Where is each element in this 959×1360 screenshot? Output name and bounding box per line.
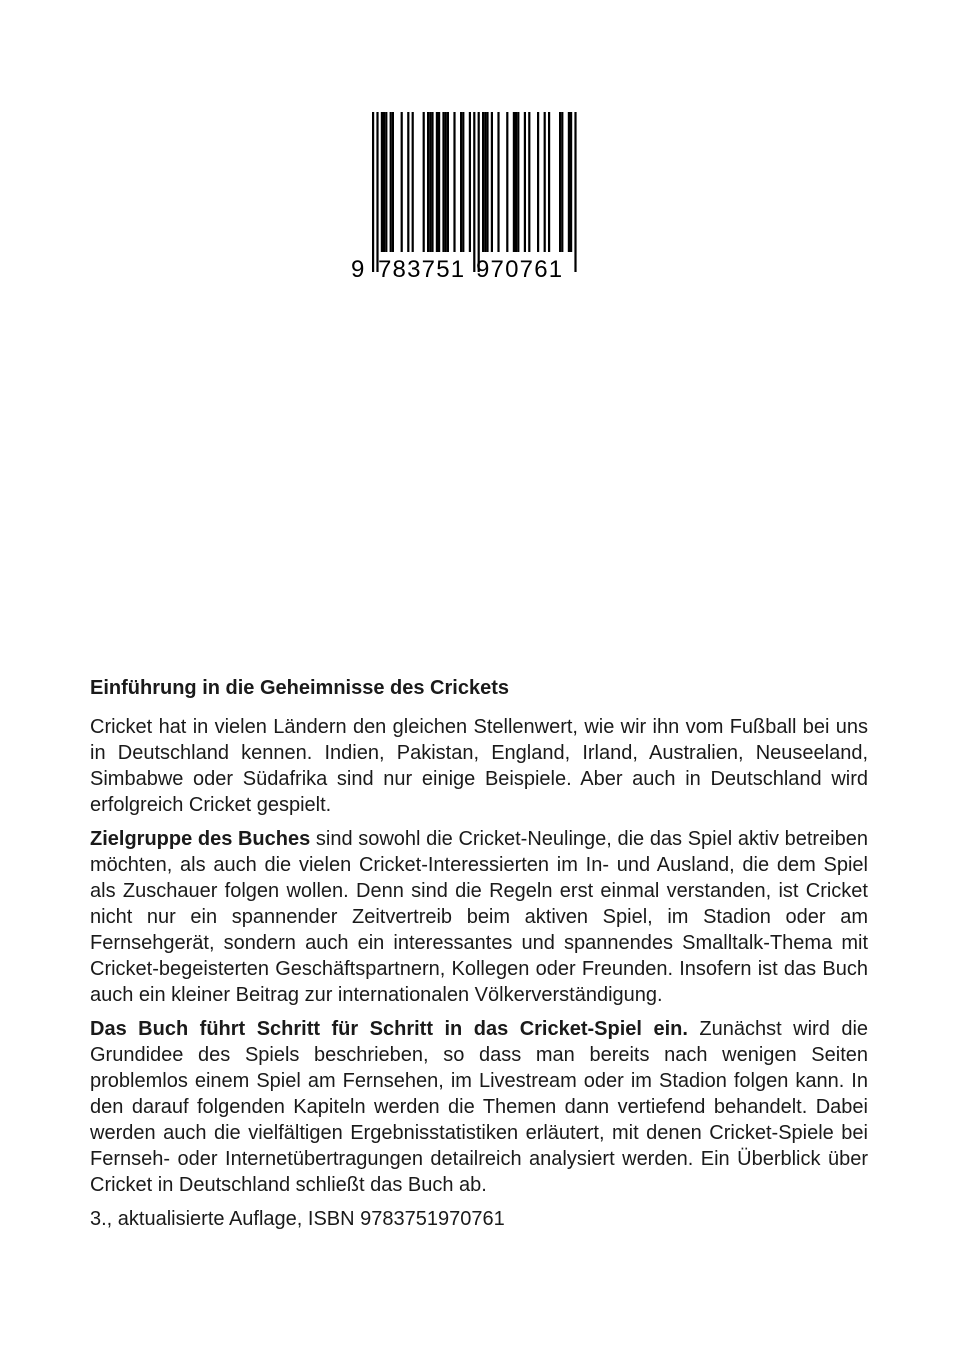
barcode-bar [491, 112, 493, 252]
isbn-barcode [348, 110, 578, 285]
barcode-guard-bar [376, 112, 378, 272]
barcode-bar [497, 112, 499, 252]
barcode-bar [506, 112, 508, 252]
structure-lead: Das Buch führt Schritt für Schritt in das Cricket-Spiel ein. [90, 1018, 688, 1040]
barcode-bar [401, 112, 403, 252]
barcode-bar [544, 112, 546, 252]
barcode-bar [537, 112, 539, 252]
barcode-bar [447, 112, 449, 252]
barcode-bar [568, 112, 570, 252]
barcode-bar [469, 112, 471, 252]
barcode-bar [390, 112, 392, 252]
barcode-bar [383, 112, 385, 252]
barcode-right-digits: 970761 [476, 256, 564, 283]
edition-isbn-line: 3., aktualisierte Auflage, ISBN 9783751970761 [90, 1208, 505, 1230]
back-cover-blurb [90, 674, 868, 1240]
barcode-bar [515, 112, 517, 252]
barcode-bar [462, 112, 464, 252]
barcode-bar [486, 112, 488, 252]
barcode-bar [453, 112, 455, 252]
blurb-title: Einführung in die Geheimnisse des Crickets [90, 677, 509, 699]
barcode-bar [392, 112, 394, 252]
barcode-bar [442, 112, 444, 252]
barcode-bar [460, 112, 462, 252]
barcode-first-digit: 9 [351, 256, 365, 283]
barcode-bar [438, 112, 440, 252]
barcode-bar [427, 112, 429, 252]
barcode-bar [445, 112, 447, 252]
barcode-guard-bar [574, 112, 576, 272]
barcode-guard-bar [372, 112, 374, 272]
barcode-bar [429, 112, 431, 252]
barcode-bar [570, 112, 572, 252]
barcode-bar [517, 112, 519, 252]
barcode-guard-bar [478, 112, 480, 272]
barcode-left-digits: 783751 [378, 256, 466, 283]
barcode-bar [407, 112, 409, 252]
barcode-bar [559, 112, 561, 252]
barcode-bar [528, 112, 530, 252]
barcode-bar [423, 112, 425, 252]
barcode-bar [385, 112, 387, 252]
barcode-bar [484, 112, 486, 252]
blurb-paragraph-intro: Cricket hat in vielen Ländern den gleichen Stellenwert, wie wir ihn vom Fußball bei uns in Deutschland kennen. Indien, Pakistan, England, Irland, Australien, Neuseeland, Simbabwe oder Südafrika sind nur einige Beispiele. Aber auch in Deutschland wird erfolgreich Cricket gespielt. [90, 716, 868, 816]
barcode-bar [513, 112, 515, 252]
barcode-bar [436, 112, 438, 252]
audience-lead: Zielgruppe des Buches [90, 828, 311, 850]
barcode-bar [524, 112, 526, 252]
blurb-paragraph-audience [90, 826, 868, 1008]
barcode-bar [482, 112, 484, 252]
barcode-bar [431, 112, 433, 252]
barcode-bar [381, 112, 383, 252]
audience-text: sind sowohl die Cricket-Neulinge, die das Spiel aktiv betreiben möchten, als auch die vielen Cricket-Interessierten im In- und Ausland, die dem Spiel als Zuschauer folgen wollen. Denn sind die Regeln erst einmal verstanden, ist Cricket nicht nur ein spannender Zeitvertreib beim aktiven Spiel, im Stadion oder am Fernsehgerät, sondern auch ein interessantes und spannendes Smalltalk-Thema mit Cricket-begeisterten Geschäftspartnern, Kollegen oder Freunden. Insofern ist das Buch auch ein kleiner Beitrag zur internationalen Völkerverständigung. [90, 828, 868, 1006]
barcode-bar [548, 112, 550, 252]
structure-text: Zunächst wird die Grundidee des Spiels beschrieben, so dass man bereits nach wenigen Seiten problemlos einem Spiel am Fernsehen, im Livestream oder im Stadion folgen kann. In den darauf folgenden Kapiteln werden die Themen dann vertiefend behandelt. Dabei werden auch die vielfältigen Ergebnisstatistiken erläutert, mit denen Cricket-Spiele bei Fernseh- oder Internetübertragungen detailreich analysiert werden. Ein Überblick über Cricket in Deutschland schließt das Buch ab. [90, 1018, 869, 1196]
barcode-bar [412, 112, 414, 252]
barcode-bar [561, 112, 563, 252]
blurb-paragraph-structure [90, 1016, 868, 1198]
barcode-guard-bar [473, 112, 475, 272]
